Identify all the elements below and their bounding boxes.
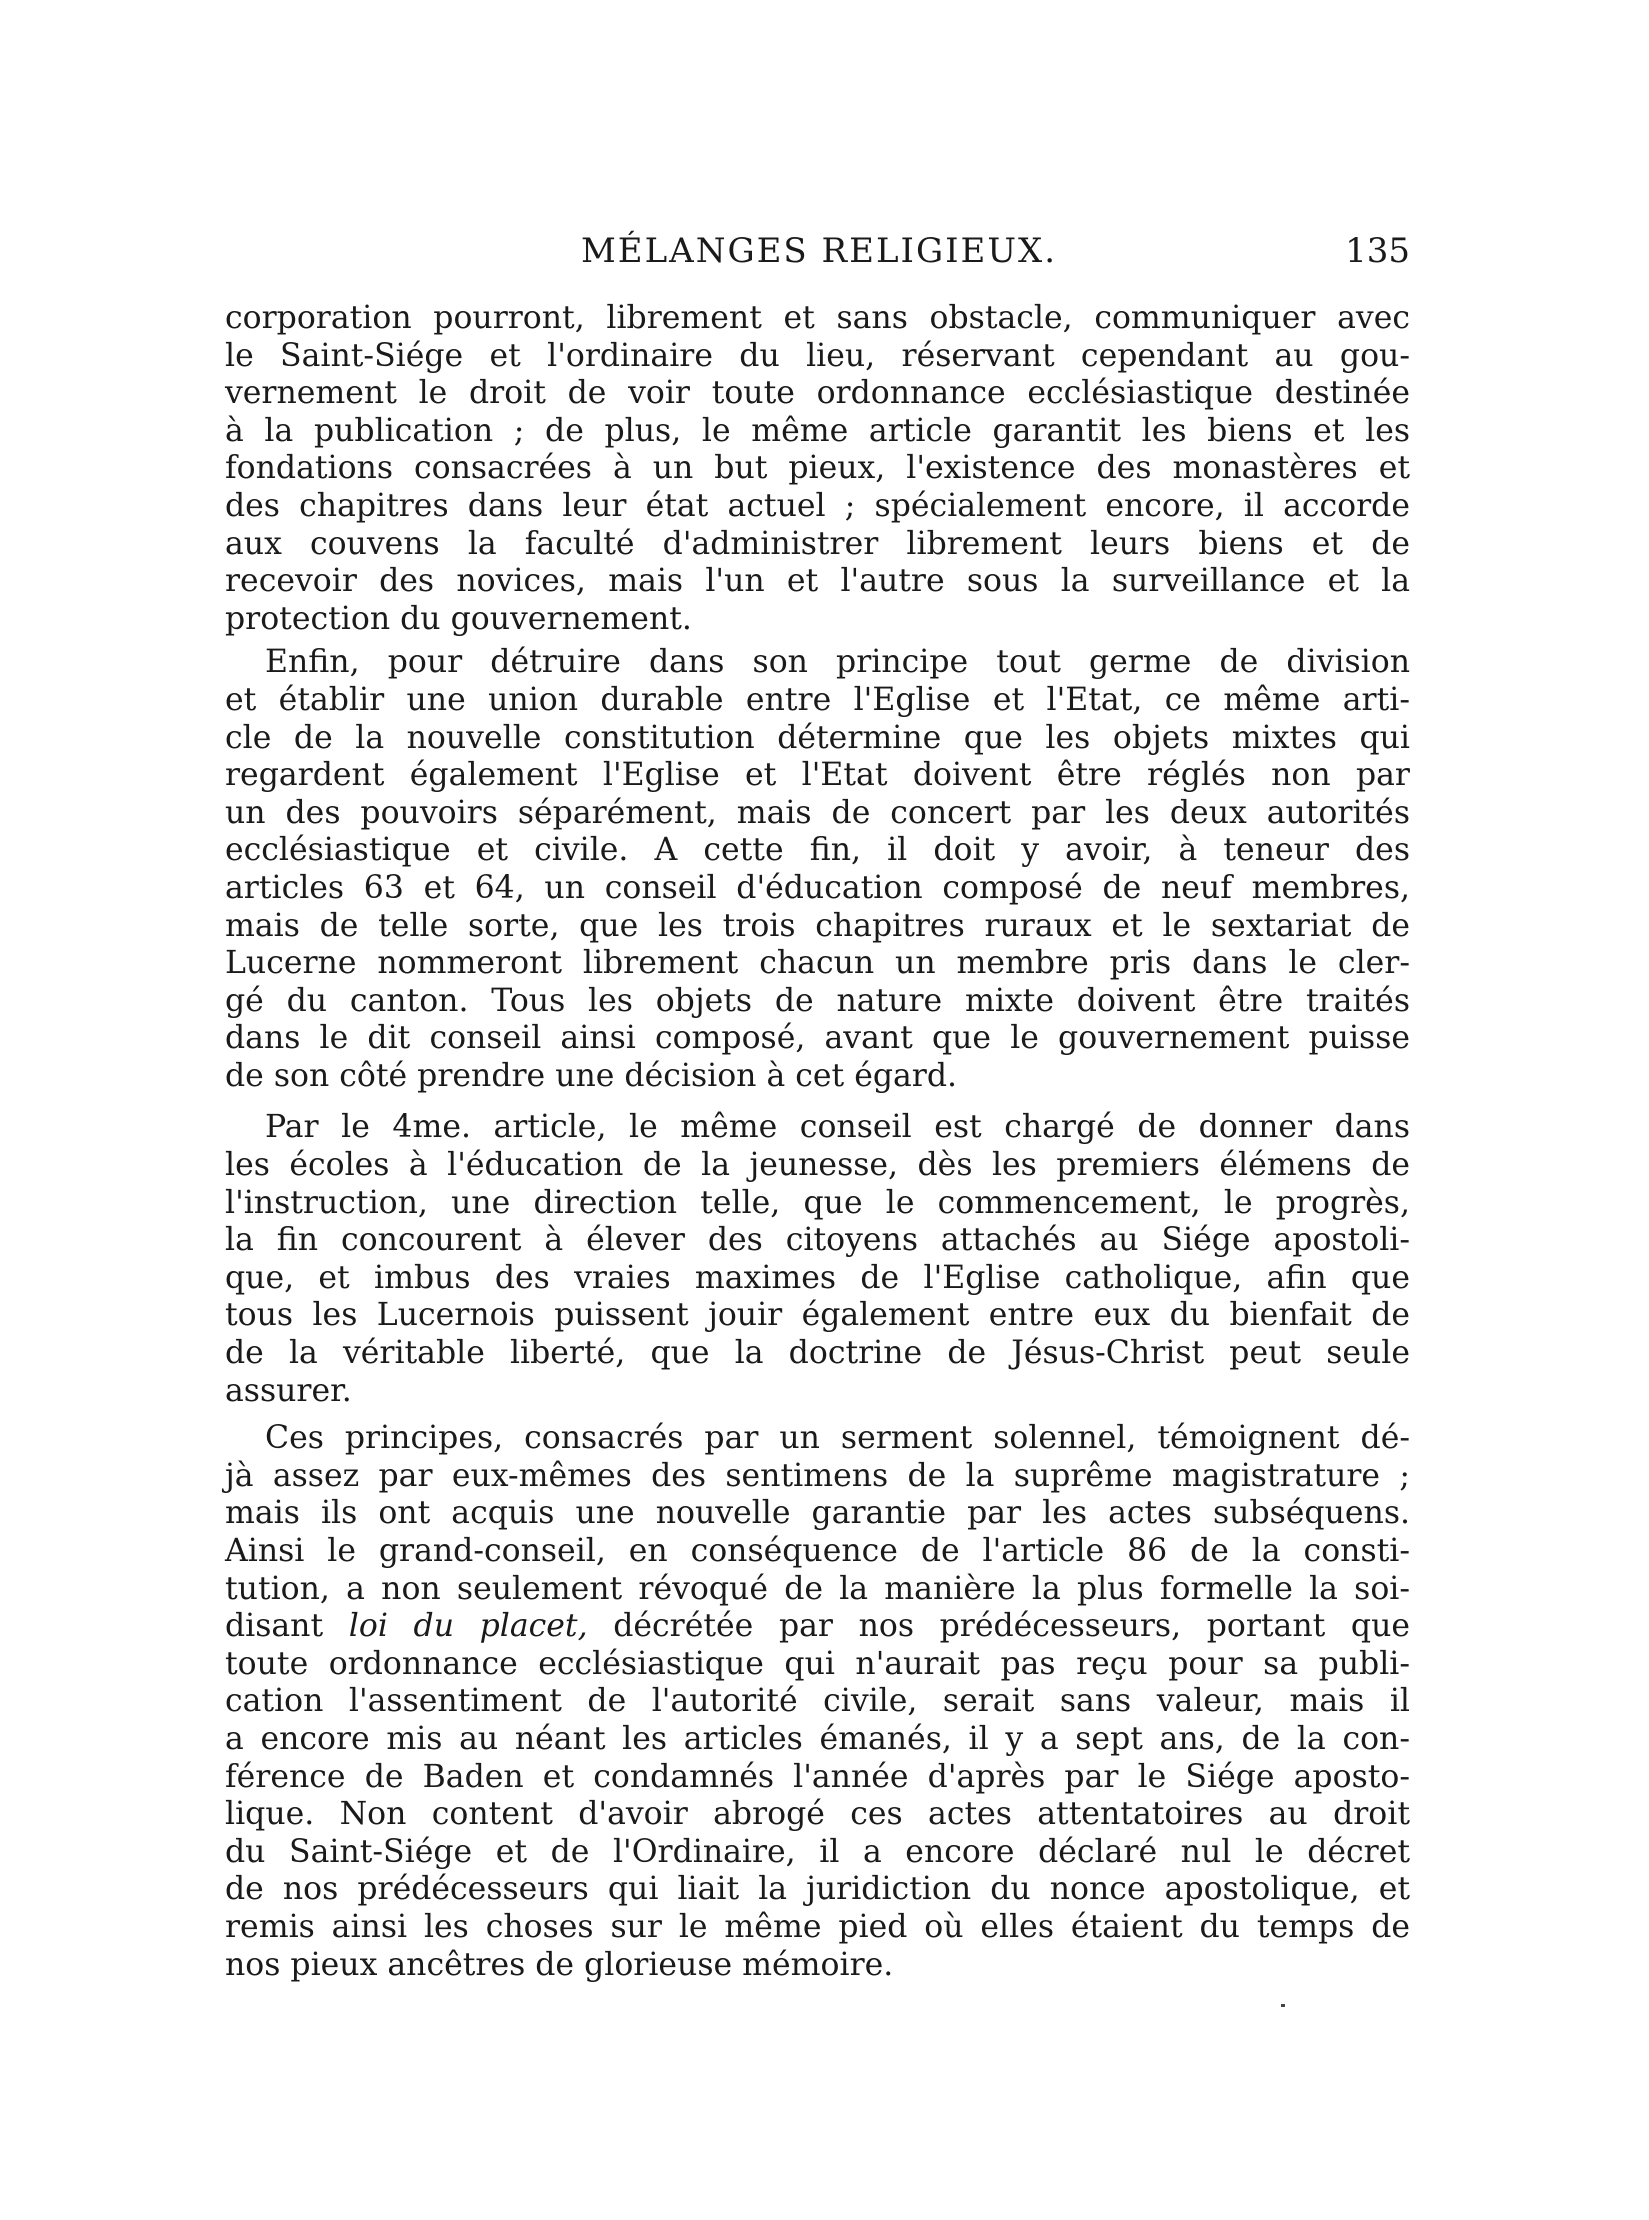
text-line: Ces principes, consacrés par un serment solennel, témoignent dé- bbox=[265, 1420, 1410, 1457]
text-line: recevoir des novices, mais l'un et l'autre sous la surveillance et la bbox=[225, 563, 1410, 600]
text-line: et établir une union durable entre l'Eglise et l'Etat, ce même arti- bbox=[225, 681, 1410, 718]
italic-law-title: loi du placet, bbox=[348, 1608, 588, 1645]
text-line: mais ils ont acquis une nouvelle garantie par les actes subséquens. bbox=[225, 1495, 1410, 1532]
text-line: tous les Lucernois puissent jouir également entre eux du bienfait de bbox=[225, 1297, 1410, 1334]
text-line: le Saint-Siége et l'ordinaire du lieu, réservant cependant au gou- bbox=[225, 337, 1410, 374]
text-line: Ainsi le grand-conseil, en conséquence de l'article 86 de la consti- bbox=[225, 1533, 1410, 1569]
text-line: cle de la nouvelle constitution détermine que les objets mixtes qui bbox=[225, 719, 1410, 756]
text-line: gé du canton. Tous les objets de nature mixte doivent être traités bbox=[225, 982, 1410, 1019]
text-line: toute ordonnance ecclésiastique qui n'aurait pas reçu pour sa publi- bbox=[225, 1645, 1410, 1682]
text-line: articles 63 et 64, un conseil d'éducation composé de neuf membres, bbox=[225, 869, 1410, 906]
text-line: vernement le droit de voir toute ordonnance ecclésiastique destinée bbox=[225, 375, 1410, 412]
text-line-with-italic bbox=[225, 1608, 1410, 1646]
text-line: Enfin, pour détruire dans son principe tout germe de division bbox=[265, 644, 1410, 681]
text-line: du Saint-Siége et de l'Ordinaire, il a encore déclaré nul le décret bbox=[225, 1833, 1410, 1870]
line-suffix: décrétée par nos prédécesseurs, portant que bbox=[613, 1608, 1411, 1645]
text-line: fondations consacrées à un but pieux, l'existence des monastères et bbox=[225, 450, 1410, 487]
text-line: protection du gouvernement. bbox=[225, 600, 692, 637]
text-line: tution, a non seulement révoqué de la manière la plus formelle la soi- bbox=[225, 1570, 1410, 1607]
text-line: l'instruction, une direction telle, que le commencement, le progrès, bbox=[225, 1184, 1410, 1221]
text-line: Lucerne nommeront librement chacun un membre pris dans le cler- bbox=[225, 945, 1410, 982]
paragraph-principes bbox=[225, 1420, 1410, 1984]
page-body bbox=[225, 300, 1410, 1984]
page-header bbox=[228, 226, 1410, 276]
text-line: un des pouvoirs séparément, mais de concert par les deux autorités bbox=[225, 794, 1410, 831]
line-prefix: disant bbox=[225, 1608, 324, 1645]
text-line: lique. Non content d'avoir abrogé ces actes attentatoires au droit bbox=[225, 1796, 1410, 1833]
text-line: de la véritable liberté, que la doctrine de Jésus-Christ peut seule bbox=[225, 1335, 1410, 1372]
text-line: que, et imbus des vraies maximes de l'Eglise catholique, afin que bbox=[225, 1259, 1410, 1296]
text-line: corporation pourront, librement et sans obstacle, communiquer avec bbox=[225, 300, 1410, 336]
print-speck bbox=[1281, 2004, 1285, 2007]
text-line: de son côté prendre une décision à cet égard. bbox=[225, 1057, 958, 1094]
text-line: la fin concourent à élever des citoyens attachés au Siége apostoli- bbox=[225, 1222, 1410, 1259]
page-number: 135 bbox=[1345, 231, 1410, 271]
text-line: férence de Baden et condamnés l'année d'après par le Siége aposto- bbox=[225, 1758, 1410, 1795]
text-line: les écoles à l'éducation de la jeunesse, dès les premiers élémens de bbox=[225, 1147, 1410, 1184]
text-line: mais de telle sorte, que les trois chapitres ruraux et le sextariat de bbox=[225, 907, 1410, 944]
text-line: des chapitres dans leur état actuel ; spécialement encore, il accorde bbox=[225, 487, 1410, 524]
paragraph-continuation bbox=[225, 300, 1410, 638]
paragraph-article-4 bbox=[225, 1109, 1410, 1410]
running-title: MÉLANGES RELIGIEUX. bbox=[580, 231, 1058, 271]
text-line: ecclésiastique et civile. A cette fin, il doit y avoir, à teneur des bbox=[225, 832, 1410, 869]
text-line: cation l'assentiment de l'autorité civile, serait sans valeur, mais il bbox=[225, 1683, 1410, 1720]
text-line: aux couvens la faculté d'administrer librement leurs biens et de bbox=[225, 525, 1410, 562]
text-line: a encore mis au néant les articles émanés, il y a sept ans, de la con- bbox=[225, 1720, 1410, 1757]
text-line: Par le 4me. article, le même conseil est chargé de donner dans bbox=[265, 1109, 1410, 1146]
text-line: jà assez par eux-mêmes des sentimens de la suprême magistrature ; bbox=[225, 1457, 1410, 1494]
paragraph-enfin bbox=[225, 644, 1410, 1095]
text-line: dans le dit conseil ainsi composé, avant que le gouvernement puisse bbox=[225, 1020, 1410, 1057]
text-line: regardent également l'Eglise et l'Etat doivent être réglés non par bbox=[225, 757, 1410, 794]
text-line: nos pieux ancêtres de glorieuse mémoire. bbox=[225, 1946, 894, 1983]
text-line: à la publication ; de plus, le même article garantit les biens et les bbox=[225, 412, 1410, 449]
text-line: de nos prédécesseurs qui liait la juridiction du nonce apostolique, et bbox=[225, 1871, 1410, 1908]
text-line: remis ainsi les choses sur le même pied où elles étaient du temps de bbox=[225, 1908, 1410, 1945]
text-line: assurer. bbox=[225, 1372, 352, 1409]
